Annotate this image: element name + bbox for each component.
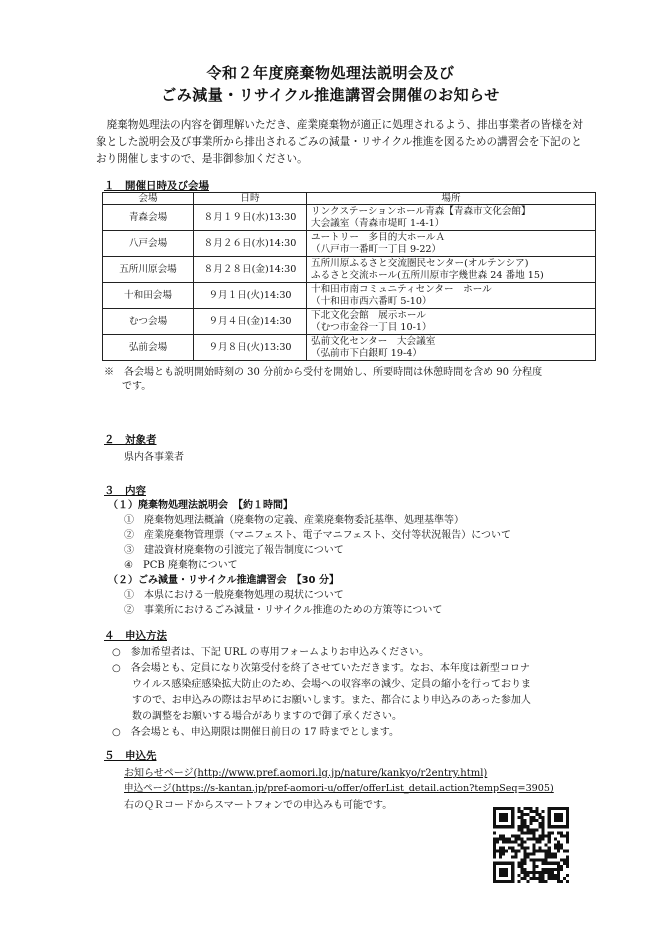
venue-cell: 五所川原会場: [103, 257, 194, 283]
part1-item: ④ PCB 廃棄物について: [124, 560, 238, 571]
section4-heading: ４ 申込方法: [104, 630, 167, 642]
application-line: すので、お申込みの際はお早めにお願いします。また、都合により申込みのあった参加人: [112, 695, 531, 706]
datetime-cell: ８月２８日(金)14:30: [194, 257, 307, 283]
venue-cell: 青森会場: [103, 205, 194, 231]
place-name: 弘前文化センター 大会議室: [311, 335, 436, 347]
header-datetime: 日時: [194, 193, 307, 205]
datetime-cell: ８月１９日(水)13:30: [194, 205, 307, 231]
section1-heading: １ 開催日時及び会場: [104, 180, 209, 192]
place-address: ふるさと交流ホール(五所川原市字幾世森 24 番地 15): [311, 269, 544, 281]
part1-item: ① 廃棄物処理法概論（廃棄物の定義、産業廃棄物委託基準、処理基準等）: [124, 515, 464, 526]
application-line: 数の調整をお願いする場合がありますので御了承ください。: [112, 711, 402, 722]
application-line: ○ 参加希望者は、下記 URL の専用フォームよりお申込みください。: [112, 647, 430, 658]
place-name: 五所川原ふるさと交流圏民センター(オルテンシア): [311, 257, 529, 269]
document-title-line2: ごみ減量・リサイクル推進講習会開催のお知らせ: [161, 86, 500, 104]
application-line: ウイルス感染症感染拡大防止のため、会場への収容率の減少、定員の縮小を行っておりま: [112, 679, 531, 690]
schedule-row: [103, 205, 596, 231]
place-cell: [307, 309, 596, 335]
section2-heading: ２ 対象者: [104, 434, 157, 446]
part1-item: ② 産業廃棄物管理票（マニフェスト、電子マニフェスト、交付等状況報告）について: [124, 530, 511, 541]
section5-heading: ５ 申込先: [104, 750, 157, 762]
schedule-row: [103, 283, 596, 309]
place-address: （弘前市下白銀町 19-4）: [311, 347, 422, 359]
place-cell: [307, 205, 596, 231]
place-address: （八戸市一番町一丁目 9-22）: [311, 243, 442, 255]
place-address: 大会議室（青森市堤町 1-4-1）: [311, 217, 445, 229]
section3-heading: ３ 内容: [104, 485, 146, 497]
place-name: ユートリー 多目的大ホールＡ: [311, 231, 446, 243]
part1-item: ③ 建設資材廃棄物の引渡完了報告制度について: [124, 545, 344, 556]
venue-cell: 弘前会場: [103, 335, 194, 361]
place-name: 十和田市南コミュニティセンター ホール: [311, 283, 492, 295]
header-place: 場所: [307, 193, 596, 205]
place-cell: [307, 335, 596, 361]
part1-title: （１）廃棄物処理法説明会 【約１時間】: [108, 500, 293, 511]
schedule-header-row: [103, 193, 596, 205]
schedule-row: [103, 257, 596, 283]
document-title-line1: 令和２年度廃棄物処理法説明会及び: [206, 64, 455, 82]
schedule-table: [102, 192, 596, 361]
application-line: ○ 各会場とも、申込期限は開催日前日の 17 時までとします。: [112, 727, 400, 738]
place-address: （十和田市西六番町 5-10）: [311, 295, 432, 307]
schedule-row: [103, 309, 596, 335]
notice-page-link[interactable]: お知らせページ(http://www.pref.aomori.lg.jp/nature/kankyo/r2entry.html): [124, 768, 488, 779]
place-cell: [307, 231, 596, 257]
datetime-cell: ９月８日(火)13:30: [194, 335, 307, 361]
application-line: ○ 各会場とも、定員になり次第受付を終了させていただきます。なお、本年度は新型コロナ: [112, 663, 530, 674]
target-audience: 県内各事業者: [124, 452, 184, 463]
part2-item: ② 事業所におけるごみ減量・リサイクル推進のための方策等について: [124, 605, 443, 616]
place-cell: [307, 257, 596, 283]
venue-cell: 八戸会場: [103, 231, 194, 257]
application-page-link[interactable]: 申込ページ(https://s-kantan.jp/pref-aomori-u/offer/offerList_detail.action?tempSeq=3905): [124, 783, 554, 794]
qr-note: 右のＱＲコードからスマートフォンでの申込みも可能です。: [124, 800, 393, 811]
part2-title: （２）ごみ減量・リサイクル推進講習会 【30 分】: [108, 575, 339, 586]
schedule-row: [103, 231, 596, 257]
venue-cell: 十和田会場: [103, 283, 194, 309]
venue-cell: むつ会場: [103, 309, 194, 335]
datetime-cell: ８月２６日(水)14:30: [194, 231, 307, 257]
place-name: リンクステーションホール青森【青森市文化会館】: [311, 205, 531, 217]
place-name: 下北文化会館 展示ホール: [311, 309, 426, 321]
place-address: （むつ市金谷一丁目 10-1）: [311, 321, 432, 333]
schedule-note-line1: ※ 各会場とも説明開始時刻の 30 分前から受付を開始し、所要時間は休憩時間を含め 90 分程度: [104, 367, 543, 378]
datetime-cell: ９月４日(金)14:30: [194, 309, 307, 335]
schedule-note-line2: です。: [122, 381, 152, 392]
part2-item: ① 本県における一般廃棄物処理の現状について: [124, 590, 344, 601]
header-venue: 会場: [103, 193, 194, 205]
intro-paragraph: 廃棄物処理法の内容を御理解いただき、産業廃棄物が適正に処理されるよう、排出事業者の皆様を対象とした説明会及び事業所から排出されるごみの減量・リサイクル推進を図るための講習会を下記のとおり開催しますので、是非御参加ください。: [96, 119, 583, 165]
schedule-row: [103, 335, 596, 361]
qr-code-icon[interactable]: [493, 807, 569, 883]
datetime-cell: ９月１日(火)14:30: [194, 283, 307, 309]
place-cell: [307, 283, 596, 309]
